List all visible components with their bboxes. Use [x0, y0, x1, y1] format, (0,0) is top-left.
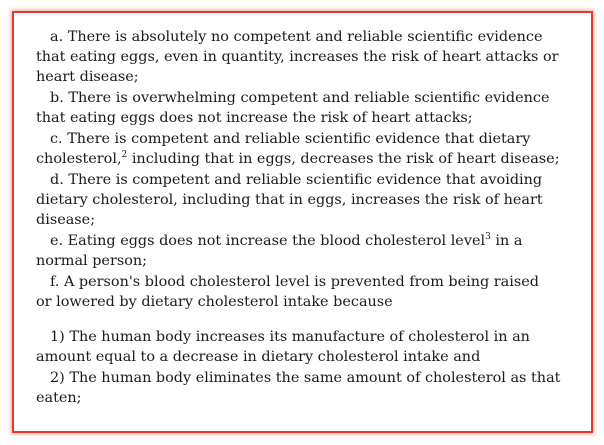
item-e-line-2: normal person;	[36, 253, 147, 269]
item-c-line-2	[36, 149, 560, 169]
item-e-text-end: in a	[490, 233, 523, 249]
item-c-text-end: including that in eggs, decreases the risk of heart disease;	[127, 151, 560, 167]
item-a-line-2: that eating eggs, even in quantity, increases the risk of heart attacks or	[36, 49, 559, 65]
item-c-text-start: cholesterol,	[36, 151, 122, 167]
footnote-ref-3[interactable]: 3	[485, 232, 491, 242]
item-d-line-3: disease;	[36, 212, 96, 228]
sub-item-2-line-2: eaten;	[36, 390, 82, 406]
item-c-line-1: c. There is competent and reliable scientific evidence that dietary	[50, 131, 531, 147]
item-f-line-1: f. A person's blood cholesterol level is prevented from being raised	[50, 274, 539, 290]
document-frame	[12, 11, 593, 433]
item-b-line-2: that eating eggs does not increase the risk of heart attacks;	[36, 110, 473, 126]
item-d-line-1: d. There is competent and reliable scientific evidence that avoiding	[50, 172, 543, 188]
footnote-ref-2[interactable]: 2	[121, 150, 128, 160]
item-e-text-start: e. Eating eggs does not increase the blood cholesterol level	[50, 233, 486, 249]
item-a-line-1: a. There is absolutely no competent and reliable scientific evidence	[50, 29, 543, 45]
item-d-line-2: dietary cholesterol, including that in eggs, increases the risk of heart	[36, 192, 543, 208]
sub-item-2-line-1: 2) The human body eliminates the same amount of cholesterol as that	[50, 370, 561, 386]
item-e-line-1	[36, 231, 522, 251]
sub-item-1-line-1: 1) The human body increases its manufacture of cholesterol in an	[50, 329, 530, 345]
sub-item-1-line-2: amount equal to a decrease in dietary cholesterol intake and	[36, 349, 481, 365]
item-f-line-2: or lowered by dietary cholesterol intake because	[36, 294, 393, 310]
item-b-line-1: b. There is overwhelming competent and reliable scientific evidence	[50, 90, 550, 106]
item-a-line-3: heart disease;	[36, 69, 139, 85]
